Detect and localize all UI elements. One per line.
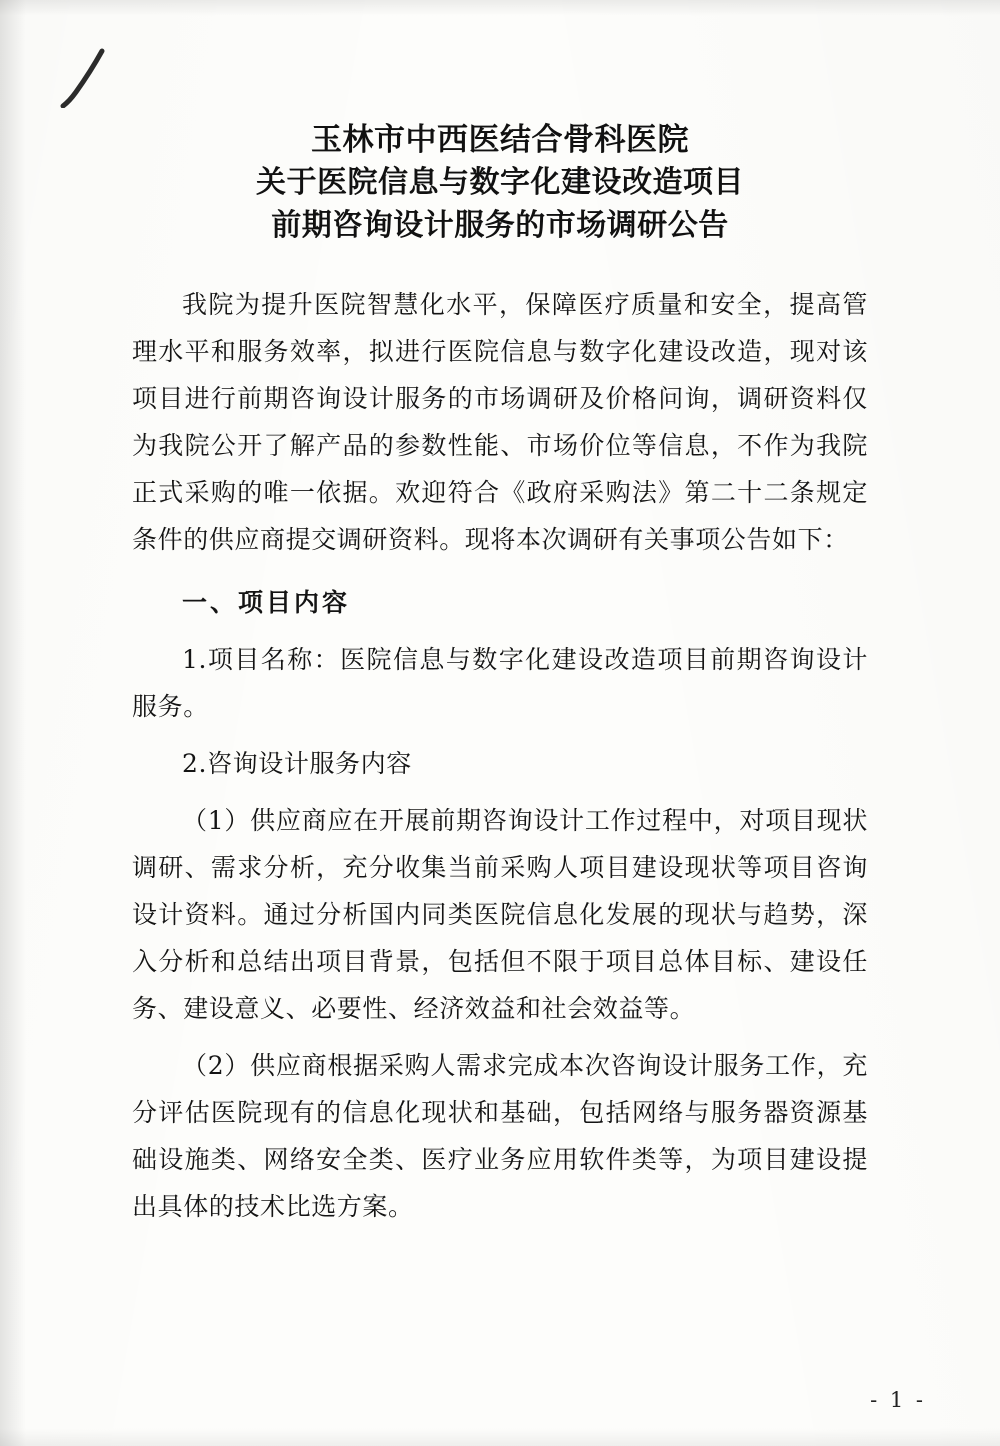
document-content: [132, 0, 868, 1230]
page-title: [132, 118, 868, 247]
item-service-content: 2.咨询设计服务内容: [182, 749, 412, 779]
intro-paragraph: 我院为提升医院智慧化水平，保障医疗质量和安全，提高管理水平和服务效率，拟进行医院信息与数字化建设改造，现对该项目进行前期咨询设计服务的市场调研及价格问询，调研资料仅为我院公开了解产品的参数性能、市场价位等信息，不作为我院正式采购的唯一依据。欢迎符合《政府采购法》第二十二条规定条件的供应商提交调研资料。现将本次调研有关事项公告如下：: [132, 290, 868, 555]
title-line-1: 玉林市中西医结合骨科医院: [311, 122, 689, 158]
pen-stroke-icon: [56, 48, 108, 108]
document-body: [132, 281, 868, 1230]
sub-item-2: （2）供应商根据采购人需求完成本次咨询设计服务工作，充分评估医院现有的信息化现状和基础，包括网络与服务器资源基础设施类、网络安全类、医疗业务应用软件类等，为项目建设提出具体的技术比选方案。: [132, 1051, 868, 1222]
page-edge-shadow-left: [0, 0, 26, 1446]
sub-item-1: （1）供应商应在开展前期咨询设计工作过程中，对项目现状调研、需求分析，充分收集当前采购人项目建设现状等项目咨询设计资料。通过分析国内同类医院信息化发展的现状与趋势，深入分析和总结出项目背景，包括但不限于项目总体目标、建设任务、建设意义、必要性、经济效益和社会效益等。: [132, 806, 868, 1024]
section-heading-project-content: 一、项目内容: [182, 588, 351, 618]
page-number: - 1 -: [870, 1388, 926, 1412]
page-edge-shadow-bottom: [0, 1428, 1000, 1446]
title-line-3: 前期咨询设计服务的市场调研公告: [271, 207, 729, 243]
title-line-2: 关于医院信息与数字化建设改造项目: [256, 165, 744, 201]
item-project-name: 1.项目名称：医院信息与数字化建设改造项目前期咨询设计服务。: [132, 645, 868, 722]
